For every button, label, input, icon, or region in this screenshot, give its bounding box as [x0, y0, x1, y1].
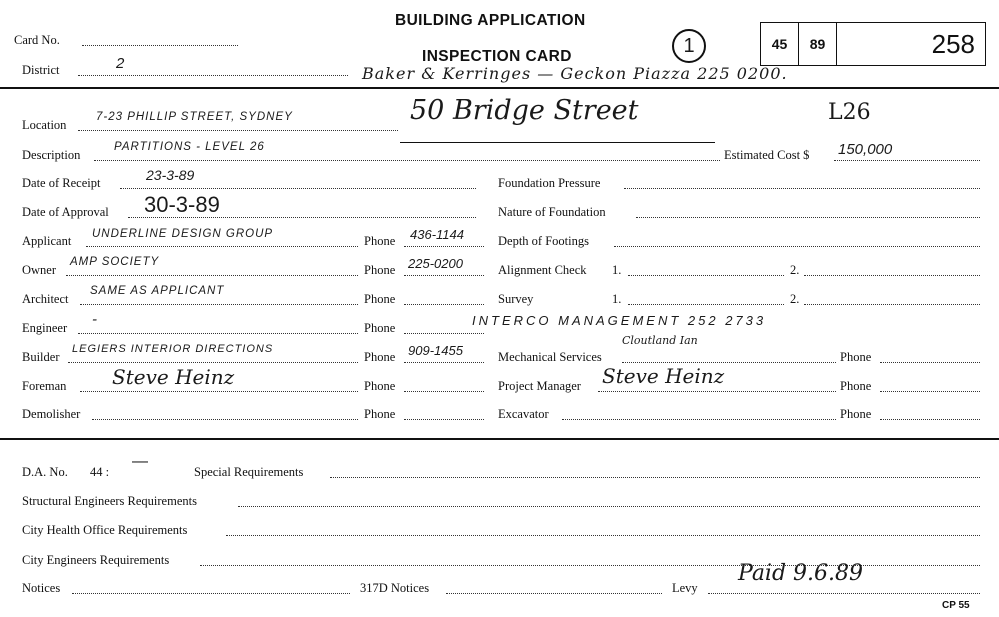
applicant-phone-line — [404, 245, 484, 247]
owner-phone-line — [404, 274, 484, 276]
nature-foundation-label: Nature of Foundation — [498, 205, 606, 219]
date-receipt-value: 23-3-89 — [146, 167, 195, 183]
header-handwritten-note: Baker & Kerringes — Geckon Piazza 225 0200. — [362, 64, 788, 83]
description-label: Description — [22, 148, 81, 162]
location-extra-address: 50 Bridge Street — [410, 95, 639, 126]
engineer-label: Engineer — [22, 321, 68, 335]
builder-label: Builder — [22, 350, 60, 364]
foreman-line — [80, 390, 358, 392]
foundation-pressure-line — [624, 187, 980, 189]
builder-phone-label: Phone — [364, 350, 396, 364]
date-approval-label: Date of Approval — [22, 205, 109, 219]
foundation-pressure-label: Foundation Pressure — [498, 176, 601, 190]
mechanical-line — [622, 361, 836, 363]
survey-num-2: 2. — [790, 292, 800, 306]
demolisher-phone-label: Phone — [364, 407, 396, 421]
owner-line — [66, 274, 358, 276]
estimated-cost-label: Estimated Cost $ — [724, 148, 810, 162]
header-divider — [0, 87, 999, 89]
da-number: 44 : — [90, 465, 110, 479]
card-number-box — [760, 22, 986, 66]
applicant-phone-value: 436-1144 — [410, 227, 464, 242]
engineer-line — [78, 332, 358, 334]
depth-footings-label: Depth of Footings — [498, 234, 589, 248]
survey-line-2 — [804, 303, 980, 305]
location-label: Location — [22, 118, 67, 132]
special-requirements-line — [330, 476, 980, 478]
levy-value: Paid 9.6.89 — [738, 561, 864, 586]
special-requirements-label: Special Requirements — [194, 465, 304, 479]
date-approval-value: 30-3-89 — [144, 192, 220, 217]
structural-line — [238, 505, 980, 507]
survey-num-1: 1. — [612, 292, 622, 306]
alignment-num-1: 1. — [612, 263, 622, 277]
demolisher-line — [92, 418, 358, 420]
card-no-label: Card No. — [14, 33, 60, 47]
location-line — [78, 129, 398, 131]
levy-line — [708, 592, 980, 594]
estimated-cost-line — [834, 159, 980, 161]
owner-phone-value: 225-0200 — [408, 256, 463, 271]
builder-phone-line — [404, 361, 484, 363]
alignment-line-1 — [628, 274, 784, 276]
location-value: 7-23 PHILLIP STREET, SYDNEY — [96, 111, 293, 123]
foreman-label: Foreman — [22, 379, 67, 393]
survey-label: Survey — [498, 292, 534, 306]
circled-number-value: 1 — [683, 34, 695, 57]
city-engineers-label: City Engineers Requirements — [22, 553, 170, 567]
box-card-number: 258 — [931, 28, 975, 59]
details-divider — [0, 438, 999, 440]
mechanical-note: Cloutland Ian — [622, 334, 698, 347]
applicant-line — [86, 245, 358, 247]
health-label: City Health Office Requirements — [22, 523, 188, 537]
structural-label: Structural Engineers Requirements — [22, 494, 197, 508]
nature-foundation-line — [636, 216, 980, 218]
notices-line — [72, 592, 350, 594]
alignment-num-2: 2. — [790, 263, 800, 277]
mechanical-phone-line — [880, 361, 980, 363]
architect-phone-line — [404, 303, 484, 305]
engineer-phone-line — [404, 332, 484, 334]
project-manager-phone-label: Phone — [840, 379, 872, 393]
builder-value: LEGIERS INTERIOR DIRECTIONS — [72, 343, 274, 355]
card-no-line — [82, 44, 238, 46]
engineer-value: - — [92, 311, 97, 328]
builder-phone-value: 909-1455 — [408, 343, 463, 358]
depth-footings-line — [614, 245, 980, 247]
excavator-line — [562, 418, 836, 420]
da-no-label: D.A. No. — [22, 465, 68, 479]
circled-number — [672, 29, 706, 63]
project-manager-phone-line — [880, 390, 980, 392]
applicant-phone-label: Phone — [364, 234, 396, 248]
description-line — [94, 159, 720, 161]
title-building-application: BUILDING APPLICATION — [395, 12, 586, 29]
foreman-value: Steve Heinz — [112, 365, 235, 389]
applicant-value: UNDERLINE DESIGN GROUP — [92, 228, 274, 240]
architect-phone-label: Phone — [364, 292, 396, 306]
foreman-phone-label: Phone — [364, 379, 396, 393]
district-line — [78, 74, 348, 76]
district-label: District — [22, 63, 60, 77]
demolisher-phone-line — [404, 418, 484, 420]
builder-line — [68, 361, 358, 363]
box-cell-2: 89 — [799, 23, 837, 65]
notices-label: Notices — [22, 581, 61, 595]
location-underline — [400, 142, 715, 143]
date-receipt-line — [120, 187, 476, 189]
project-manager-line — [598, 390, 836, 392]
owner-value: AMP SOCIETY — [70, 256, 160, 268]
levy-label: Levy — [672, 581, 698, 595]
excavator-phone-label: Phone — [840, 407, 872, 421]
foreman-phone-line — [404, 390, 484, 392]
excavator-label: Excavator — [498, 407, 549, 421]
form-code: CP 55 — [942, 600, 970, 611]
title-inspection-card: INSPECTION CARD — [422, 48, 572, 65]
applicant-label: Applicant — [22, 234, 72, 248]
notices-317d-line — [446, 592, 662, 594]
survey-line-1 — [628, 303, 784, 305]
engineer-phone-label: Phone — [364, 321, 396, 335]
excavator-phone-line — [880, 418, 980, 420]
notices-317d-label: 317D Notices — [360, 581, 430, 595]
mechanical-label: Mechanical Services — [498, 350, 602, 364]
da-value: — — [132, 453, 148, 470]
alignment-line-2 — [804, 274, 980, 276]
project-manager-label: Project Manager — [498, 379, 581, 393]
description-value: PARTITIONS - LEVEL 26 — [114, 141, 265, 153]
box-cell-1: 45 — [761, 23, 799, 65]
level-note: L26 — [828, 100, 871, 125]
architect-label: Architect — [22, 292, 69, 306]
date-receipt-label: Date of Receipt — [22, 176, 101, 190]
health-line — [226, 534, 980, 536]
owner-phone-label: Phone — [364, 263, 396, 277]
intercom-note: INTERCO MANAGEMENT 252 2733 — [472, 313, 767, 328]
architect-value: SAME AS APPLICANT — [90, 285, 225, 297]
alignment-check-label: Alignment Check — [498, 263, 587, 277]
demolisher-label: Demolisher — [22, 407, 81, 421]
architect-line — [80, 303, 358, 305]
district-value: 2 — [116, 55, 125, 72]
mechanical-phone-label: Phone — [840, 350, 872, 364]
estimated-cost-value: 150,000 — [838, 141, 893, 158]
owner-label: Owner — [22, 263, 57, 277]
project-manager-value: Steve Heinz — [602, 364, 725, 388]
